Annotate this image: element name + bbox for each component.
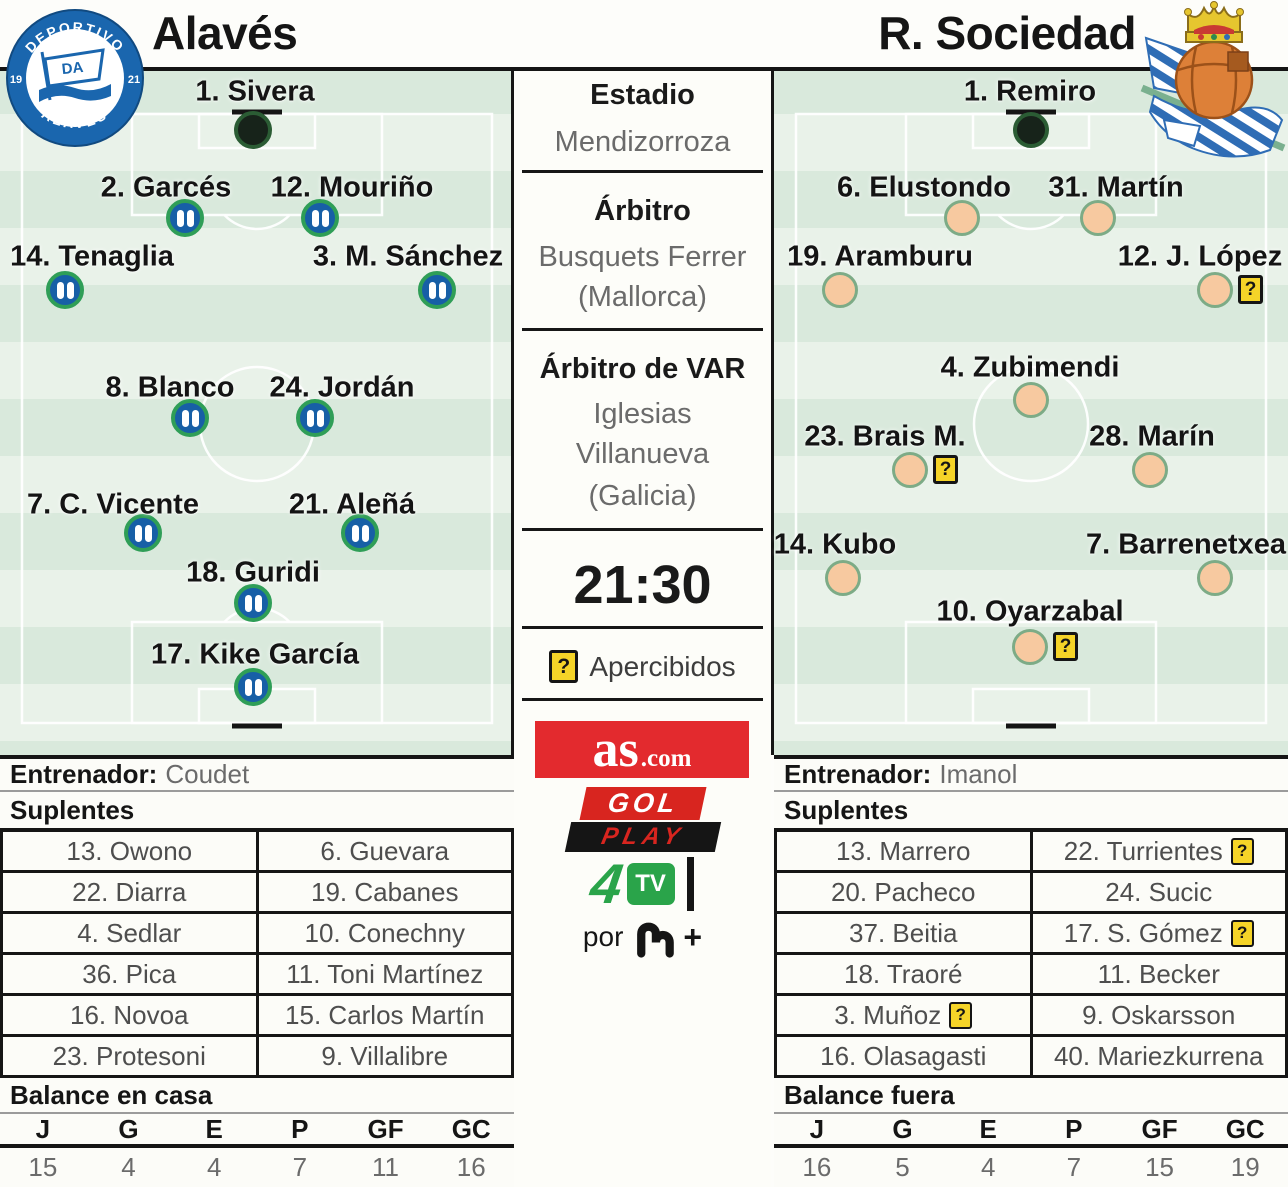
substitute-cell (3, 914, 259, 952)
coach-label: Entrenador: (10, 759, 158, 789)
var-referee-name-1: Iglesias (593, 398, 692, 430)
substitute-cell (259, 873, 512, 911)
kickoff-time: 21:30 (573, 555, 712, 615)
jersey-stripe (317, 410, 324, 427)
var-referee-region: (Galicia) (588, 480, 697, 512)
balance-value-cell: 4 (206, 1152, 222, 1182)
substitute-name: 10. Conechny (304, 917, 465, 948)
coach-label: Entrenador: (784, 759, 932, 789)
player-label: 12. J. López (1117, 240, 1283, 273)
substitute-cell (259, 1037, 512, 1075)
subs-row (3, 832, 511, 873)
balance-value-cell: 4 (980, 1152, 996, 1182)
referee-region: (Mallorca) (578, 281, 707, 313)
player-marker (418, 271, 456, 309)
away-balance-values (774, 1148, 1288, 1187)
substitute-name: 15. Carlos Martín (285, 999, 485, 1030)
player-label: 3. M. Sánchez (312, 240, 504, 273)
subs-row (3, 955, 511, 996)
player-marker (1132, 452, 1168, 488)
warning-question-icon: ? (949, 1002, 972, 1029)
home-balance-title: Balance en casa (0, 1078, 514, 1114)
substitute-name: 37. Beitia (849, 917, 958, 948)
warning-question-icon: ? (1231, 838, 1254, 865)
var-referee-label: Árbitro de VAR (539, 353, 746, 385)
substitute-cell (259, 832, 512, 870)
player-label: 4. Zubimendi (940, 351, 1120, 384)
substitute-cell (777, 996, 1033, 1034)
balance-header-cell: E (205, 1113, 223, 1144)
subs-row (777, 832, 1285, 873)
subs-row (3, 996, 511, 1037)
substitute-cell (777, 955, 1033, 993)
stadium-label: Estadio (590, 79, 695, 111)
referee-label: Árbitro (594, 195, 691, 227)
substitute-cell (3, 1037, 259, 1075)
player-label: 10. Oyarzabal (936, 595, 1124, 628)
player-label: 28. Marín (1089, 420, 1215, 453)
jersey-stripe (192, 410, 199, 427)
substitute-name: 3. Muñoz (834, 999, 942, 1030)
balance-value-cell: 7 (292, 1152, 308, 1182)
warning-question-icon: ? (1231, 920, 1254, 947)
balance-header-cell: E (979, 1113, 997, 1144)
goalkeeper-marker (1013, 112, 1049, 148)
movistar-m-icon (633, 913, 677, 961)
player-label: 6. Elustondo (837, 171, 1011, 204)
svg-text:ALAVÉS: ALAVÉS (38, 105, 112, 132)
player-marker (1197, 560, 1233, 596)
away-balance-title: Balance fuera (774, 1078, 1288, 1114)
substitute-cell (1033, 914, 1286, 952)
apercibidos-label: Apercibidos (589, 650, 736, 682)
player-marker (1197, 272, 1233, 308)
substitute-cell (1033, 873, 1286, 911)
substitute-name: 36. Pica (82, 958, 177, 989)
player-marker (234, 584, 272, 622)
substitute-cell (259, 955, 512, 993)
player-marker (1080, 200, 1116, 236)
player-label: 23. Brais M. (804, 420, 966, 453)
substitute-cell (259, 996, 512, 1034)
balance-value-cell: 16 (802, 1152, 832, 1182)
substitute-name: 17. S. Gómez (1063, 917, 1223, 948)
player-label: 7. Barrenetxea (1086, 528, 1286, 561)
warning-question-icon: ? (549, 650, 578, 683)
substitute-cell (3, 832, 259, 870)
player-label: 14. Kubo (773, 528, 897, 561)
subs-row (3, 914, 511, 955)
away-subs-table (774, 832, 1288, 1078)
balance-value-cell: 16 (456, 1152, 486, 1182)
player-marker (822, 272, 858, 308)
substitute-name: 6. Guevara (320, 835, 450, 866)
substitute-name: 18. Traoré (843, 958, 963, 989)
balance-header-cell: GC (1225, 1113, 1265, 1144)
substitute-name: 40. Mariezkurrena (1053, 1040, 1264, 1071)
balance-header-cell: P (291, 1113, 309, 1144)
play-logo-band: PLAY (564, 822, 720, 852)
as-com-logo (535, 721, 749, 778)
stadium-name: Mendizorroza (554, 126, 731, 158)
player-label: 7. C. Vicente (27, 488, 199, 521)
gol-play-tv-logo (514, 787, 771, 913)
player-marker (171, 399, 209, 437)
player-marker (1012, 629, 1048, 665)
player-label: 17. Kike García (151, 638, 359, 671)
substitute-cell (1033, 955, 1286, 993)
header-divider (0, 67, 1288, 71)
coach-name: Imanol (939, 759, 1018, 789)
subs-row (3, 873, 511, 914)
away-coach-row (774, 755, 1288, 792)
subs-row (3, 1037, 511, 1078)
balance-header-cell: J (35, 1113, 51, 1144)
warning-question-icon: ? (933, 455, 958, 484)
jersey-stripe (67, 282, 74, 299)
home-pitch (0, 71, 514, 755)
player-marker (234, 668, 272, 706)
divider (522, 170, 763, 173)
svg-text:19: 19 (9, 74, 23, 86)
as-logo-text: as (592, 721, 639, 778)
jersey-stripe (145, 525, 152, 542)
player-label: 19. Aramburu (787, 240, 973, 273)
balance-header-cell: GF (367, 1113, 404, 1144)
var-referee-name-2: Villanueva (575, 438, 710, 470)
jersey-stripe (177, 210, 184, 227)
balance-header-cell: J (809, 1113, 825, 1144)
home-team-table (0, 755, 514, 1187)
home-subs-table (0, 832, 514, 1078)
substitute-cell (1033, 996, 1286, 1034)
home-balance-headers (0, 1114, 514, 1148)
player-label: 18. Guridi (186, 556, 320, 589)
jersey-stripe (187, 210, 194, 227)
substitute-name: 9. Villalibre (321, 1040, 449, 1071)
player-label: 2. Garcés (100, 171, 232, 204)
divider (522, 698, 763, 701)
balance-header-cell: G (892, 1113, 913, 1144)
subs-row (777, 914, 1285, 955)
svg-text:21: 21 (127, 74, 141, 86)
player-label: 12. Mouriño (270, 171, 434, 204)
movistar-plus-row (514, 913, 771, 961)
jersey-stripe (307, 410, 314, 427)
player-label: 31. Martín (1048, 171, 1184, 204)
player-marker (892, 452, 928, 488)
substitute-name: 11. Toni Martínez (286, 958, 484, 989)
substitute-cell (3, 955, 259, 993)
substitute-cell (777, 1037, 1033, 1075)
substitute-name: 16. Olasagasti (820, 1040, 987, 1071)
substitute-cell (777, 914, 1033, 952)
jersey-stripe (182, 410, 189, 427)
referee-name: Busquets Ferrer (538, 241, 747, 273)
player-label: 1. Remiro (963, 75, 1097, 108)
jersey-stripe (245, 595, 252, 612)
warning-question-icon: ? (1238, 275, 1263, 304)
balance-value-cell: 19 (1230, 1152, 1260, 1182)
substitute-cell (777, 873, 1033, 911)
subs-row (777, 996, 1285, 1037)
player-marker (944, 200, 980, 236)
svg-text:DA: DA (60, 58, 85, 79)
home-team-title: Alavés (152, 7, 298, 59)
jersey-stripe (352, 525, 359, 542)
substitute-name: 20. Pacheco (830, 876, 976, 907)
jersey-stripe (312, 210, 319, 227)
substitute-cell (1033, 1037, 1286, 1075)
substitute-name: 16. Novoa (69, 999, 189, 1030)
away-balance-headers (774, 1114, 1288, 1148)
home-balance-values (0, 1148, 514, 1187)
substitute-cell (3, 996, 259, 1034)
jersey-stripe (362, 525, 369, 542)
balance-value-cell: 15 (28, 1152, 58, 1182)
divider (522, 626, 763, 629)
player-label: 14. Tenaglia (10, 240, 174, 273)
subs-row (777, 873, 1285, 914)
match-info-column (514, 71, 771, 1187)
substitute-name: 13. Marrero (836, 835, 971, 866)
divider (522, 328, 763, 331)
balance-header-cell: P (1065, 1113, 1083, 1144)
balance-header-cell: G (118, 1113, 139, 1144)
balance-value-cell: 15 (1145, 1152, 1174, 1182)
gol-four-glyph: 4 (587, 852, 628, 915)
player-label: 21. Aleñá (288, 488, 416, 521)
player-label: 8. Blanco (105, 371, 235, 404)
substitute-name: 22. Turrientes (1063, 835, 1223, 866)
divider (522, 528, 763, 531)
home-coach-row (0, 755, 514, 792)
jersey-stripe (135, 525, 142, 542)
vertical-bar-icon (687, 857, 694, 911)
substitute-name: 19. Cabanes (311, 876, 459, 907)
gol-tv-row (587, 852, 693, 915)
jersey-stripe (255, 679, 262, 696)
player-label: 24. Jordán (269, 371, 415, 404)
tv-badge-icon: TV (627, 863, 675, 905)
away-team-title: R. Sociedad (878, 7, 1136, 59)
substitute-cell (777, 832, 1033, 870)
balance-header-cell: GC (451, 1113, 491, 1144)
substitute-cell (3, 873, 259, 911)
balance-header-cell: GF (1141, 1113, 1178, 1144)
home-subs-title: Suplentes (0, 792, 514, 832)
balance-value-cell: 11 (372, 1152, 400, 1182)
balance-value-cell: 5 (895, 1152, 910, 1182)
jersey-stripe (439, 282, 446, 299)
substitute-name: 11. Becker (1097, 958, 1220, 989)
por-label: por (582, 921, 624, 952)
player-marker (301, 199, 339, 237)
warning-question-icon: ? (1053, 632, 1078, 661)
player-marker (46, 271, 84, 309)
as-logo-suffix: .com (640, 745, 692, 772)
subs-row (777, 1037, 1285, 1078)
jersey-stripe (429, 282, 436, 299)
svg-text:DEPORTIVO: DEPORTIVO (21, 18, 129, 56)
away-team-table (774, 755, 1288, 1187)
player-marker (296, 399, 334, 437)
substitute-name: 22. Diarra (72, 876, 187, 907)
apercibidos-legend (514, 650, 771, 683)
away-subs-title: Suplentes (774, 792, 1288, 832)
jersey-stripe (255, 595, 262, 612)
balance-value-cell: 4 (121, 1152, 136, 1182)
substitute-name: 9. Oskarsson (1082, 999, 1236, 1030)
substitute-name: 23. Protesoni (52, 1040, 206, 1071)
player-marker (825, 560, 861, 596)
jersey-stripe (322, 210, 329, 227)
plus-glyph: + (683, 918, 703, 955)
real-sociedad-crest-icon (1138, 0, 1286, 166)
player-marker (1013, 382, 1049, 418)
substitute-cell (1033, 832, 1286, 870)
jersey-stripe (57, 282, 64, 299)
coach-name: Coudet (165, 759, 250, 789)
player-label: 1. Sivera (195, 75, 315, 108)
alaves-crest-icon (4, 2, 146, 154)
jersey-stripe (245, 679, 252, 696)
substitute-name: 4. Sedlar (77, 917, 182, 948)
away-pitch (771, 71, 1288, 755)
balance-value-cell: 7 (1066, 1152, 1082, 1182)
substitute-name: 24. Sucic (1105, 876, 1213, 907)
substitute-cell (259, 914, 512, 952)
substitute-name: 13. Owono (66, 835, 193, 866)
goalkeeper-marker (234, 111, 272, 149)
player-marker (166, 199, 204, 237)
subs-row (777, 955, 1285, 996)
gol-logo-band: GOL (579, 787, 706, 820)
